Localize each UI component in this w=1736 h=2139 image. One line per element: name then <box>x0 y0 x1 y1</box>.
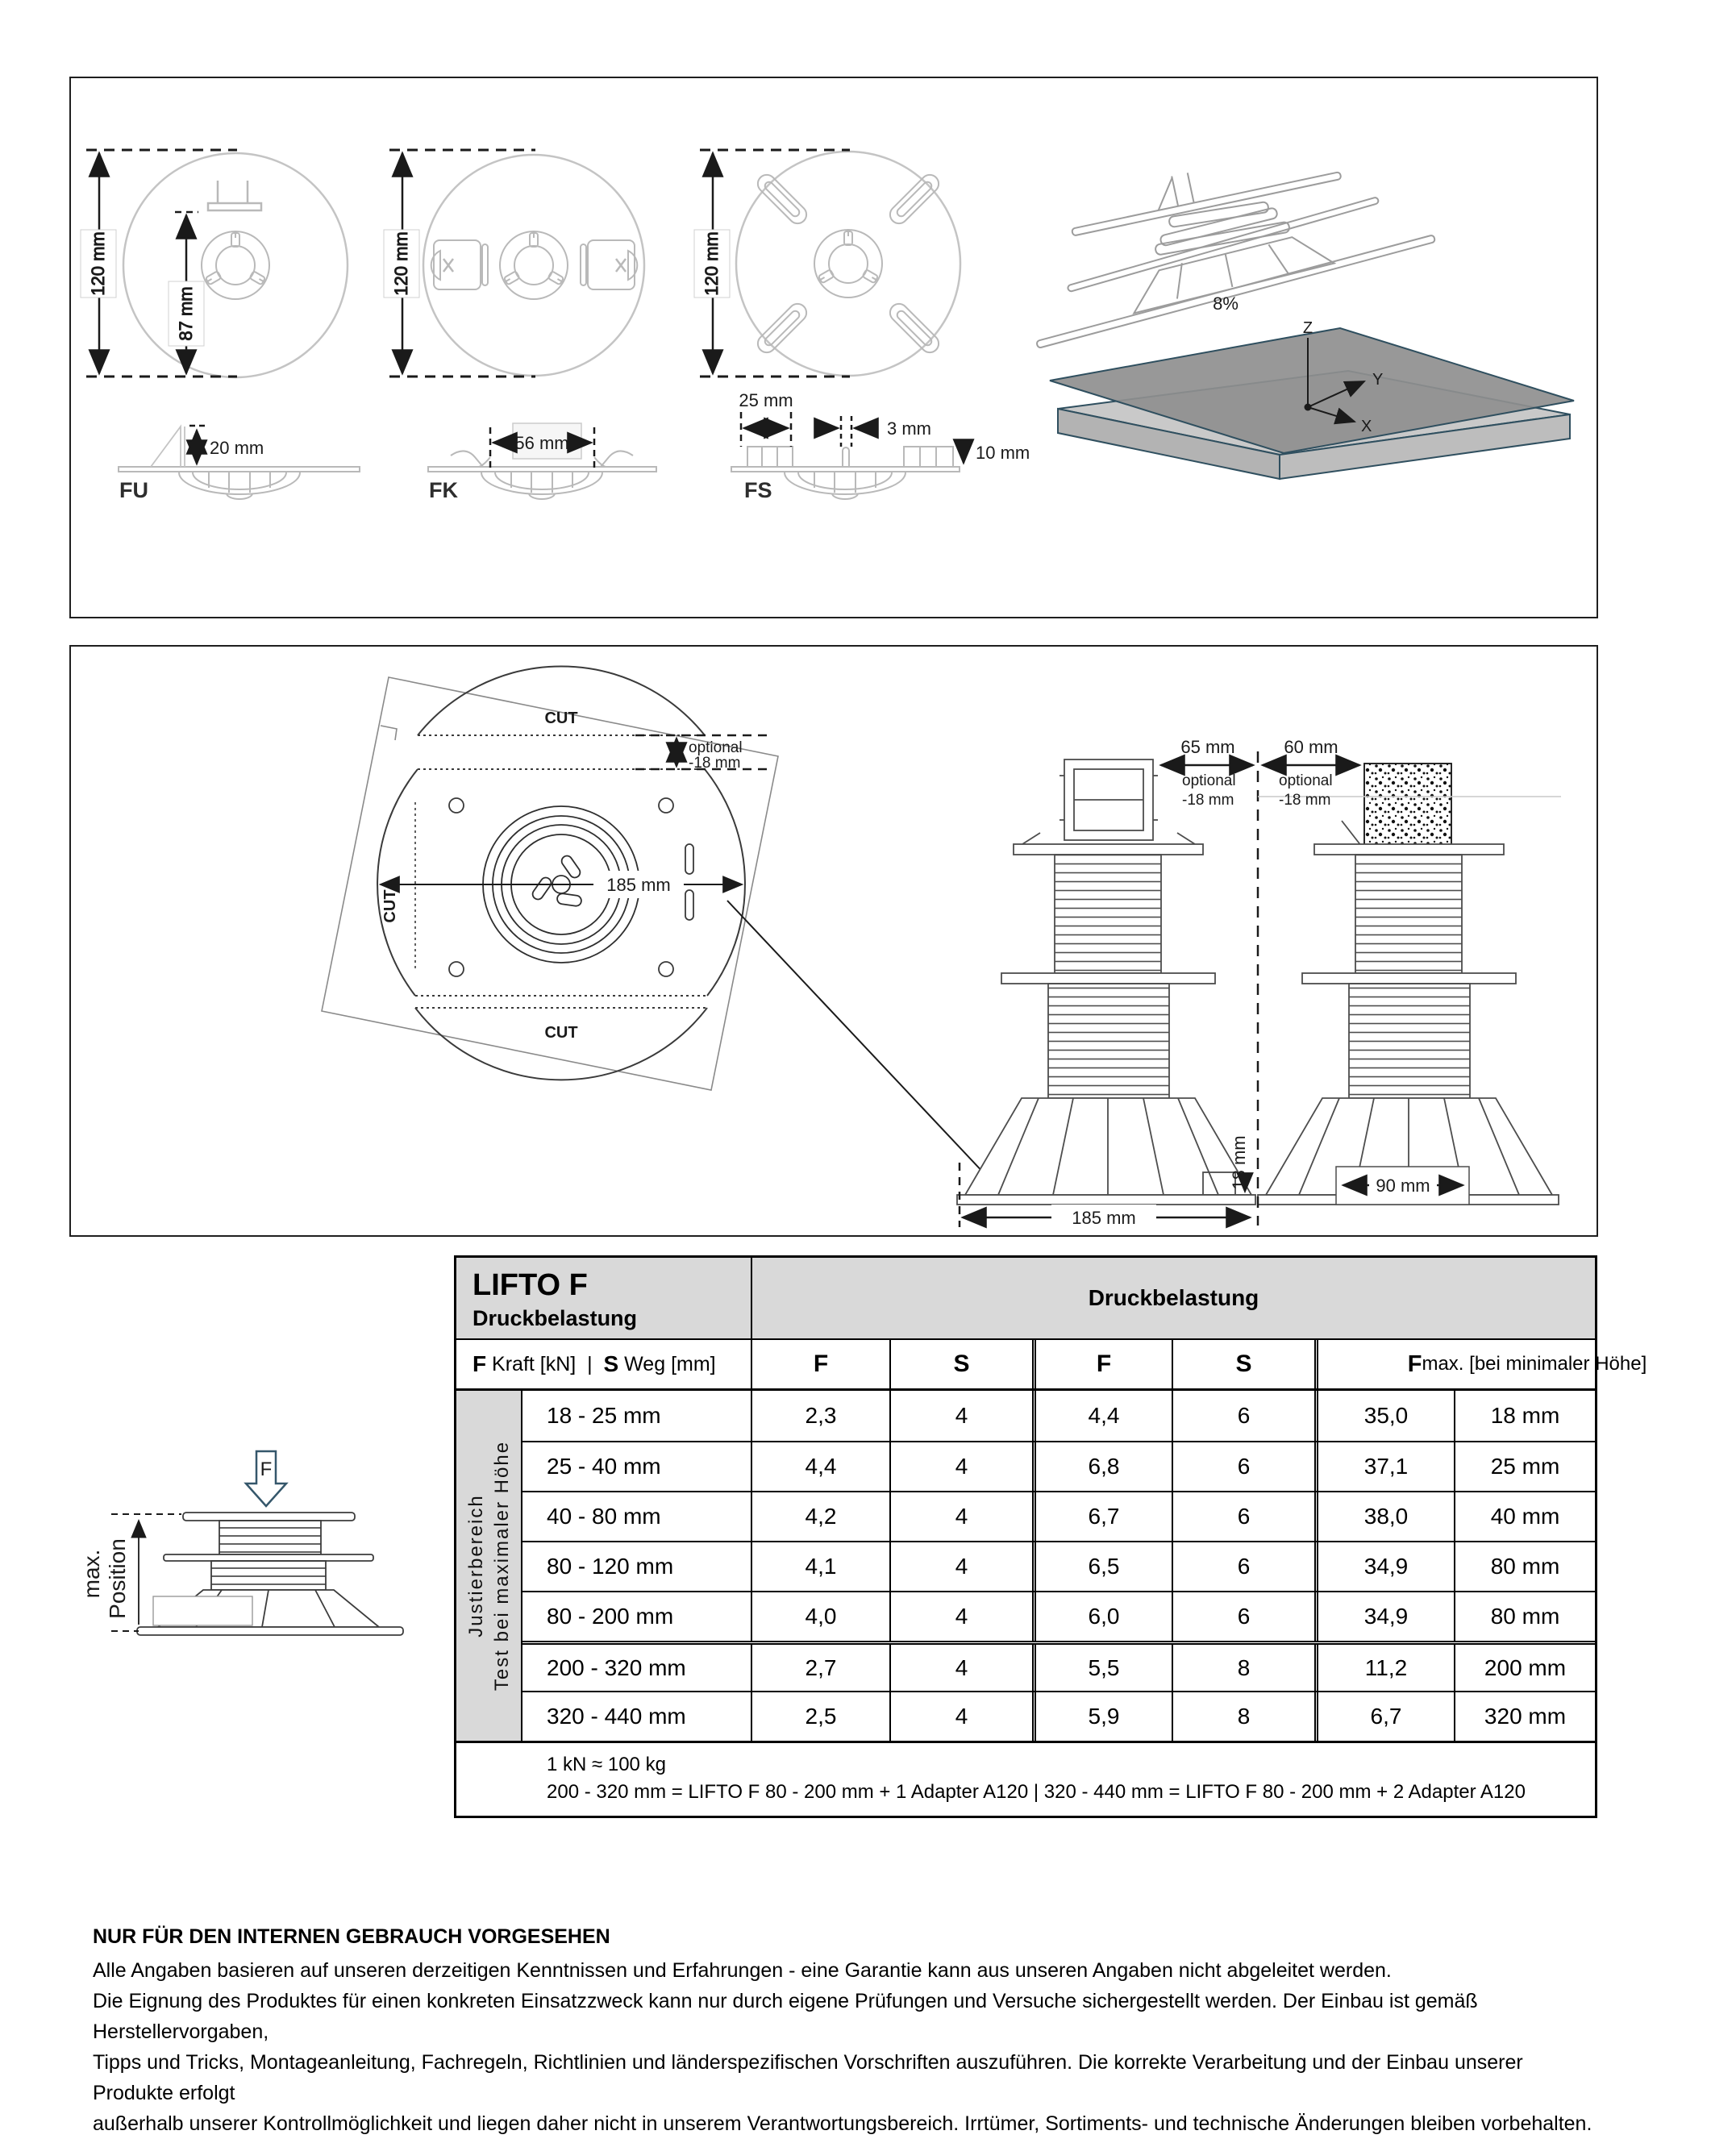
col-header-f2: F <box>1032 1340 1172 1388</box>
optional-label-60: optional <box>1279 772 1333 789</box>
table-cell-fmax: 37,1 <box>1314 1442 1454 1491</box>
table-cell-f2: 6,5 <box>1032 1542 1172 1591</box>
group-header: Druckbelastung <box>1088 1285 1259 1310</box>
sideview-fk <box>428 423 656 502</box>
table-cell-fmax: 34,9 <box>1314 1592 1454 1641</box>
dim-185mm-base: 185 mm <box>1072 1208 1136 1228</box>
disclaimer-block <box>93 1925 1609 2139</box>
disclaimer-heading: NUR FÜR DEN INTERNEN GEBRAUCH VORGESEHEN <box>93 1925 610 1948</box>
table-footnotes <box>456 1741 1595 1816</box>
dim-120mm-fs: 120 mm <box>701 231 722 296</box>
sideview-fu <box>119 426 360 502</box>
load-table <box>454 1255 1647 1818</box>
table-cell-f1: 4,4 <box>751 1442 889 1491</box>
disclaimer-line-4: außerhalb unserer Kontrollmöglichkeit und liegen daher nicht in unserem Verantwortungsbereich. Irrtümer, Sortiments- und technische Änderungen bleiben vorbehalten. <box>93 2112 1592 2135</box>
table-cell-range: 18 - 25 mm <box>547 1403 661 1428</box>
legend-f-text: Kraft [kN] | <box>486 1352 604 1375</box>
table-cell-s1: 4 <box>889 1692 1032 1741</box>
mid-drawings-panel <box>69 645 1598 1237</box>
table-cell-s1: 4 <box>889 1442 1032 1491</box>
dim-120mm-fu: 120 mm <box>88 231 108 296</box>
optional-label-65: optional <box>1182 772 1236 789</box>
table-cell-f2: 6,0 <box>1032 1592 1172 1641</box>
disclaimer-line-2: Die Eignung des Produktes für einen konkreten Einsatzzweck kann nur durch eigene Prüfungen und Versuche sichergestellt werden. Der Einbau ist gemäß Herstellervorgaben, <box>93 1990 1478 2043</box>
side-label-line1: Justierbereich <box>465 1494 487 1638</box>
position-label: Position <box>105 1538 130 1619</box>
dim-3mm: 3 mm <box>887 418 931 439</box>
table-header-row-1 <box>456 1258 1595 1340</box>
table-cell-s2: 6 <box>1172 1391 1314 1441</box>
label-fk: FK <box>429 478 458 502</box>
table-cell-f1: 2,7 <box>751 1645 889 1691</box>
table-cell-fmax: 6,7 <box>1314 1692 1454 1741</box>
table-cell-range: 40 - 80 mm <box>547 1504 661 1529</box>
cut-label-top: CUT <box>544 710 578 727</box>
table-cell-fmax: 35,0 <box>1314 1391 1454 1441</box>
cut-label-bottom: CUT <box>544 1024 578 1042</box>
table-cell-range: 320 - 440 mm <box>547 1704 686 1729</box>
table-cell-hmin: 80 mm <box>1454 1542 1595 1591</box>
table-cell-hmin: 18 mm <box>1454 1391 1595 1441</box>
table-cell-f2: 5,9 <box>1032 1692 1172 1741</box>
table-cell-f1: 4,0 <box>751 1592 889 1641</box>
dim-87mm: 87 mm <box>176 286 196 341</box>
dim-120mm-fk: 120 mm <box>391 231 411 296</box>
table-cell-hmin: 40 mm <box>1454 1492 1595 1541</box>
fmax-text: max. [bei minimaler Höhe] <box>1422 1353 1647 1375</box>
clip-right-icon <box>581 240 637 289</box>
force-label: F <box>260 1459 273 1480</box>
cut-label-left: CUT <box>381 889 399 923</box>
table-row <box>456 1641 1595 1691</box>
disc-fu-drawing <box>123 153 348 377</box>
table-cell-hmin: 320 mm <box>1454 1692 1595 1741</box>
col-header-s1: S <box>889 1340 1032 1388</box>
disclaimer-line-1: Alle Angaben basieren auf unseren derzeitigen Kenntnissen und Erfahrungen - eine Garantie kann aus unseren Angaben nicht abgeleitet werden. <box>93 1959 1392 1982</box>
dim-10mm: 10 mm <box>976 443 1030 463</box>
table-cell-s1: 4 <box>889 1492 1032 1541</box>
table-cell-f1: 2,5 <box>751 1692 889 1741</box>
table-group-header-cell <box>751 1258 1595 1338</box>
table-cell-fmax: 11,2 <box>1314 1645 1454 1691</box>
label-fu: FU <box>119 478 148 502</box>
minus18-label-65: -18 mm <box>1182 792 1234 809</box>
side-label-line2: Test bei maximaler Höhe <box>491 1440 513 1692</box>
dim-185mm-plate: 185 mm <box>606 875 671 895</box>
sideview-fs <box>731 390 1030 502</box>
dim-18mm: 18 mm <box>1229 1135 1249 1190</box>
optional-label-plate: optional <box>689 739 743 756</box>
table-cell-range: 80 - 200 mm <box>547 1604 674 1629</box>
label-fs: FS <box>744 478 772 502</box>
table-cell-s2: 6 <box>1172 1492 1314 1541</box>
side-label <box>456 1391 522 1741</box>
dim-90mm: 90 mm <box>1376 1176 1430 1196</box>
table-row <box>456 1441 1595 1491</box>
table-cell-f2: 6,7 <box>1032 1492 1172 1541</box>
table-header-row-2 <box>456 1340 1647 1391</box>
col-header-s2: S <box>1172 1340 1314 1388</box>
slope-label: 8% <box>1213 293 1239 314</box>
table-cell-s2: 8 <box>1172 1692 1314 1741</box>
dim-60mm: 60 mm <box>1284 737 1338 757</box>
table-body <box>456 1391 1595 1741</box>
dim-20mm: 20 mm <box>210 438 264 458</box>
table-cell-range: 25 - 40 mm <box>547 1454 661 1479</box>
max-label: max. <box>79 1549 104 1599</box>
table-row <box>456 1491 1595 1541</box>
legend-cell <box>456 1340 751 1388</box>
table-cell-s2: 6 <box>1172 1442 1314 1491</box>
disclaimer-line-3: Tipps und Tricks, Montageanleitung, Fachregeln, Richtlinien und länderspezifischen Vorschriften auszuführen. Die korrekte Verarbeitung und der Einbau unserer Produkte erfolgt <box>93 2051 1523 2104</box>
table-row <box>456 1541 1595 1591</box>
table-cell-range: 80 - 120 mm <box>547 1554 674 1579</box>
axis-x: X <box>1361 418 1372 435</box>
cut-plate-drawing <box>322 666 1012 1203</box>
slope-plates-3d <box>1050 319 1574 479</box>
axis-z: Z <box>1302 319 1313 337</box>
table-cell-hmin: 25 mm <box>1454 1442 1595 1491</box>
table-title: LIFTO F <box>473 1268 588 1302</box>
top-drawings-panel <box>69 77 1598 618</box>
table-cell-s2: 6 <box>1172 1542 1314 1591</box>
table-cell-f1: 4,2 <box>751 1492 889 1541</box>
table-cell-f2: 4,4 <box>1032 1391 1172 1441</box>
table-row <box>456 1591 1595 1641</box>
disc-fs-drawing <box>736 152 960 376</box>
footnote-kn: 1 kN ≈ 100 kg <box>547 1754 666 1775</box>
table-cell-f2: 6,8 <box>1032 1442 1172 1491</box>
table-cell-f2: 5,5 <box>1032 1645 1172 1691</box>
dim-65mm: 65 mm <box>1180 737 1235 757</box>
table-subtitle: Druckbelastung <box>473 1306 638 1330</box>
legend-s-text: Weg [mm] <box>618 1352 716 1375</box>
table-cell-s1: 4 <box>889 1542 1032 1591</box>
table-cell-s2: 8 <box>1172 1645 1314 1691</box>
pedestal-profile-drawing <box>957 759 1255 1205</box>
table-cell-fmax: 34,9 <box>1314 1542 1454 1591</box>
table-title-cell <box>456 1258 751 1338</box>
table-cell-range: 200 - 320 mm <box>547 1654 686 1680</box>
table-cell-fmax: 38,0 <box>1314 1492 1454 1541</box>
table-cell-s1: 4 <box>889 1592 1032 1641</box>
dim-56mm: 56 mm <box>514 433 569 453</box>
table-cell-hmin: 200 mm <box>1454 1645 1595 1691</box>
pedestal-stone-drawing <box>1258 764 1559 1205</box>
legend-s: S <box>603 1351 619 1376</box>
col-header-f1: F <box>751 1340 889 1388</box>
table-cell-s1: 4 <box>889 1645 1032 1691</box>
minus18-label-60: -18 mm <box>1279 792 1331 809</box>
top-panel-drawing <box>71 78 1597 617</box>
pedestal-load-illustration <box>60 1443 464 1709</box>
table-row <box>456 1391 1595 1441</box>
col-header-fmax <box>1314 1340 1736 1388</box>
clip-left-icon <box>431 240 488 289</box>
table-cell-f1: 2,3 <box>751 1391 889 1441</box>
footnote-adapter: 200 - 320 mm = LIFTO F 80 - 200 mm + 1 Adapter A120 | 320 - 440 mm = LIFTO F 80 - 200 mm + 2 Adapter A120 <box>547 1781 1526 1803</box>
table-row <box>456 1691 1595 1741</box>
mid-panel-drawing <box>71 647 1597 1235</box>
minus18-label-plate: -18 mm <box>689 755 741 772</box>
pedestal-side-drawing <box>137 1513 403 1635</box>
dim-25mm: 25 mm <box>739 390 793 410</box>
table-cell-hmin: 80 mm <box>1454 1592 1595 1641</box>
table-cell-s1: 4 <box>889 1391 1032 1441</box>
tilted-pedestal-3d <box>1009 126 1440 348</box>
force-arrow-icon <box>246 1451 286 1506</box>
legend-f: F <box>473 1351 487 1376</box>
table-cell-s2: 6 <box>1172 1592 1314 1641</box>
spacer-tab-icon <box>208 181 261 210</box>
table-cell-f1: 4,1 <box>751 1542 889 1591</box>
axis-y: Y <box>1372 371 1384 389</box>
fmax-f: F <box>1407 1350 1422 1377</box>
disc-fk-drawing <box>423 155 644 376</box>
